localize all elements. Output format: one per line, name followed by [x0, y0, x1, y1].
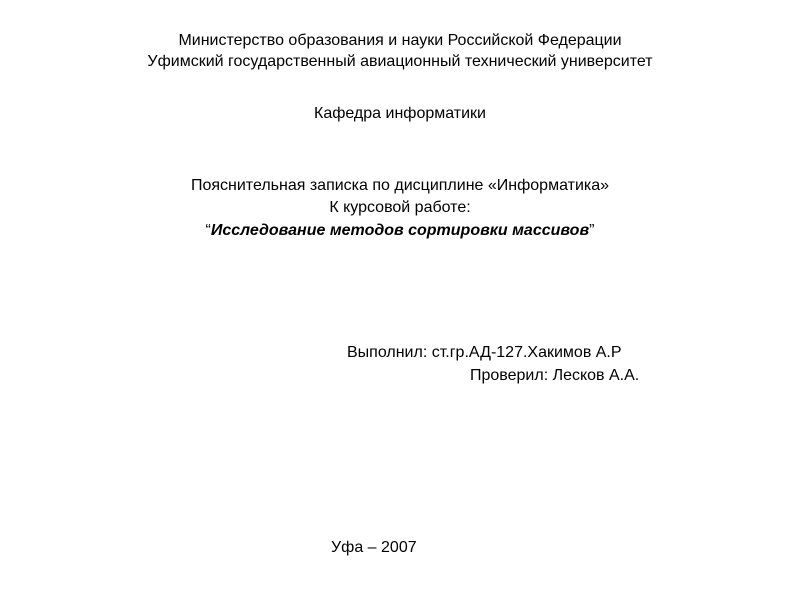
course-work-line: К курсовой работе: — [329, 199, 471, 216]
quote-open: “ — [205, 222, 211, 239]
course-topic: Исследование методов сортировки массивов — [210, 222, 590, 239]
city-year: Уфа – 2007 — [331, 539, 417, 556]
quote-close: ” — [589, 222, 595, 239]
checked-by: Проверил: Лесков А.А. — [470, 367, 640, 384]
performed-by: Выполнил: ст.гр.АД-127.Хакимов А.Р — [347, 344, 622, 361]
ministry-line: Министерство образования и науки Российской Федерации — [178, 32, 622, 49]
course-topic-line — [0, 221, 800, 241]
university-line: Уфимский государственный авиационный технический университет — [147, 53, 653, 70]
explanatory-note-line: Пояснительная записка по дисциплине «Информатика» — [190, 177, 610, 194]
department-line: Кафедра информатики — [314, 105, 486, 122]
